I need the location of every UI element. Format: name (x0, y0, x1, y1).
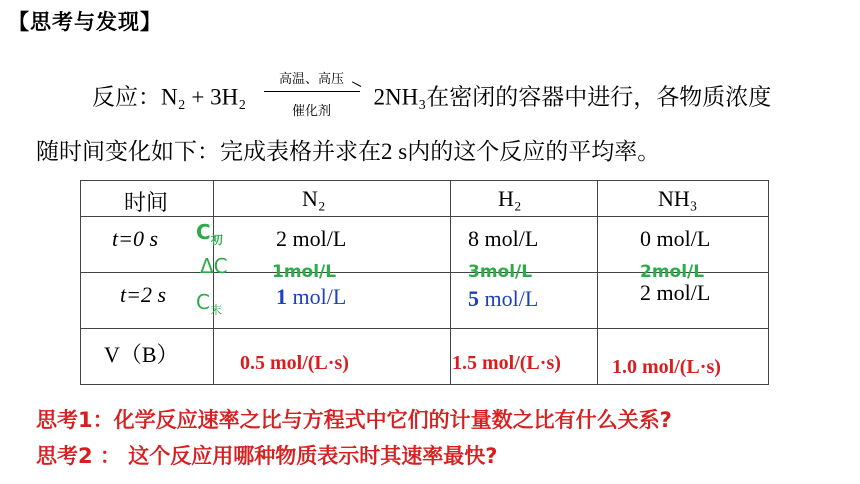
rate-h2: 1.5 mol/(L·s) (452, 352, 561, 374)
instruction-part2: 内的这个反应的平均率。 (407, 139, 661, 165)
reaction-line (92, 72, 772, 119)
reaction-prefix: 反应： (92, 84, 161, 111)
instruction-part1: 随时间变化如下：完成表格并求在 (36, 139, 381, 165)
instruction-line (36, 133, 660, 166)
delta-c-annotation: ΔC (200, 254, 228, 278)
question-2: 思考2 ： 这个反应用哪种物质表示时其速率最快? (36, 444, 498, 468)
delta-n2: 1mol/L (272, 262, 337, 282)
delta-h2: 3mol/L (468, 262, 533, 282)
reaction-condition-arrow (264, 72, 360, 119)
reaction-suffix: 在密闭的容器中进行，各物质浓度 (426, 84, 772, 111)
header-n2: N₂ (302, 186, 326, 211)
row-t2-n2: 1 mol/L (276, 284, 347, 309)
instruction-time: 2 s (381, 139, 408, 164)
rate-n2: 0.5 mol/(L·s) (240, 352, 349, 374)
reactants: N₂ + 3H₂ (161, 84, 247, 110)
row-t0-label: t=0 s (112, 226, 159, 251)
row-t0-nh3: 0 mol/L (640, 226, 711, 251)
page-title: 【思考与发现】 (8, 10, 162, 34)
product: 2NH₃ (373, 84, 427, 110)
c-final-annotation: $C_末$ (196, 290, 222, 317)
condition-bottom: 催化剂 (292, 104, 332, 119)
row-t0-n2: 2 mol/L (276, 226, 347, 251)
question-1: 思考1：化学反应速率之比与方程式中它们的计量数之比有什么关系? (36, 408, 672, 432)
condition-top: 高温、高压 (279, 72, 345, 87)
c-initial-annotation: $C_初$ (196, 220, 223, 247)
arrow-icon (264, 91, 360, 92)
delta-nh3: 2mol/L (640, 262, 705, 282)
row-t2-nh3: 2 mol/L (640, 280, 711, 305)
row-t2-label: t=2 s (120, 282, 167, 307)
rate-row-label: V（B） (104, 342, 179, 367)
rate-nh3: 1.0 mol/(L·s) (612, 356, 721, 378)
header-time: 时间 (124, 191, 169, 216)
header-h2: H₂ (498, 186, 522, 211)
row-t2-h2: 5 mol/L (468, 286, 539, 311)
header-nh3: NH₃ (658, 186, 698, 211)
row-t0-h2: 8 mol/L (468, 226, 539, 251)
